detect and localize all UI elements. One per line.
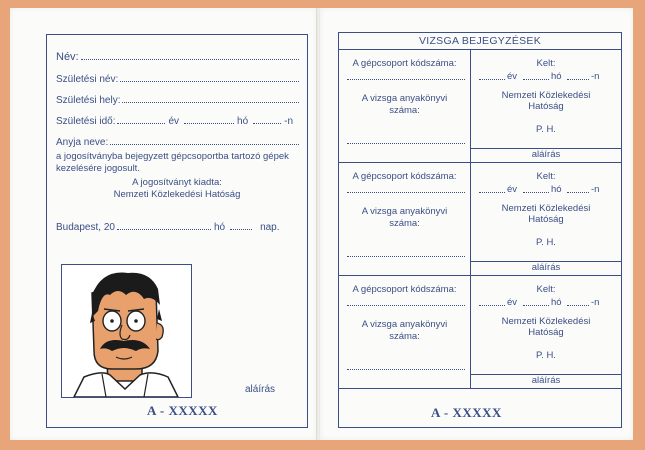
birth-day-field[interactable] <box>253 122 281 124</box>
name-label: Név: <box>56 51 79 63</box>
kelt-label: Kelt: <box>536 171 556 182</box>
kelt-label: Kelt: <box>536 284 556 295</box>
exam-entry-block <box>339 275 621 389</box>
authority-line1: Nemzeti Közlekedési <box>501 316 591 327</box>
place-date-row <box>56 217 299 233</box>
birth-name-label: Születési név: <box>56 74 119 85</box>
code-field[interactable] <box>347 79 465 80</box>
birth-name-field[interactable] <box>120 80 299 82</box>
kelt-day-field[interactable] <box>567 192 589 193</box>
mother-name-row <box>56 132 299 148</box>
stamp-label: P. H. <box>536 124 556 135</box>
kelt-day-suffix: -n <box>591 297 600 308</box>
registry-label-line2: száma: <box>389 331 420 342</box>
signature-label: aláírás <box>531 149 561 160</box>
birth-month-field[interactable] <box>184 122 234 124</box>
kelt-month-field[interactable] <box>523 305 549 306</box>
birth-place-field[interactable] <box>122 101 299 103</box>
kelt-month-field[interactable] <box>523 192 549 193</box>
name-field[interactable] <box>81 58 299 60</box>
birth-place-label: Születési hely: <box>56 95 121 106</box>
kelt-label: Kelt: <box>536 58 556 69</box>
registry-label-line2: száma: <box>389 218 420 229</box>
right-page <box>320 8 633 440</box>
code-label: A gépcsoport kódszáma: <box>352 171 457 182</box>
authority-line2: Hatóság <box>528 214 564 225</box>
kelt-month-label: hó <box>551 71 562 82</box>
left-serial-number: A - XXXXX <box>147 403 218 418</box>
issued-by-label: A jogosítványt kiadta: <box>132 177 222 188</box>
stamp-label: P. H. <box>536 237 556 248</box>
mother-name-field[interactable] <box>110 143 299 145</box>
day-label: nap. <box>260 222 280 233</box>
kelt-year-field[interactable] <box>479 305 505 306</box>
code-field[interactable] <box>347 192 465 193</box>
exam-entries-header: VIZSGA BEJEGYZÉSEK <box>339 33 621 50</box>
registry-field[interactable] <box>347 369 465 370</box>
birth-place-row <box>56 90 299 106</box>
issue-month-label: hó <box>213 222 226 233</box>
stamp-label: P. H. <box>536 350 556 361</box>
kelt-month-field[interactable] <box>523 79 549 80</box>
signature-label: aláírás <box>531 375 561 386</box>
kelt-month-label: hó <box>551 184 562 195</box>
year-label: év <box>168 116 180 127</box>
issue-date-field[interactable] <box>117 228 211 230</box>
issue-day-field[interactable] <box>230 228 252 230</box>
mother-name-label: Anyja neve: <box>56 137 109 148</box>
kelt-year-label: év <box>507 184 518 195</box>
exam-entry-block <box>339 49 621 163</box>
photo <box>61 264 192 398</box>
signature-label: aláírás <box>531 262 561 273</box>
registry-label-line2: száma: <box>389 105 420 116</box>
registry-field[interactable] <box>347 143 465 144</box>
code-label: A gépcsoport kódszáma: <box>352 284 457 295</box>
portrait-illustration <box>62 265 191 397</box>
code-label: A gépcsoport kódszáma: <box>352 58 457 69</box>
kelt-day-field[interactable] <box>567 305 589 306</box>
code-field[interactable] <box>347 305 465 306</box>
authority-line1: Nemzeti Közlekedési <box>501 90 591 101</box>
kelt-year-field[interactable] <box>479 79 505 80</box>
registry-label-line1: A vizsga anyakönyvi <box>361 93 448 104</box>
left-form-frame <box>46 34 308 428</box>
birth-name-row <box>56 69 299 85</box>
kelt-year-label: év <box>507 71 518 82</box>
left-page <box>10 8 317 440</box>
kelt-day-suffix: -n <box>591 184 600 195</box>
exam-entry-block <box>339 162 621 276</box>
birth-date-row <box>56 111 299 127</box>
registry-label-line1: A vizsga anyakönyvi <box>361 319 448 330</box>
entitlement-statement: a jogosítványba bejegyzett gépcsoportba tartozó gépek kezelésére jogosult. <box>56 151 289 174</box>
month-label: hó <box>237 116 249 127</box>
authority-line2: Hatóság <box>528 101 564 112</box>
place-date-prefix: Budapest, 20 <box>56 222 115 233</box>
kelt-year-label: év <box>507 297 518 308</box>
exam-entries-frame <box>338 32 622 428</box>
kelt-month-label: hó <box>551 297 562 308</box>
birth-year-field[interactable] <box>117 122 165 124</box>
authority-line1: Nemzeti Közlekedési <box>501 203 591 214</box>
kelt-day-field[interactable] <box>567 79 589 80</box>
name-row <box>56 47 299 63</box>
issuing-authority: Nemzeti Közlekedési Hatóság <box>113 189 241 200</box>
registry-field[interactable] <box>347 256 465 257</box>
registry-label-line1: A vizsga anyakönyvi <box>361 206 448 217</box>
right-serial-number: A - XXXXX <box>431 405 502 420</box>
kelt-day-suffix: -n <box>591 71 600 82</box>
day-suffix: -n <box>284 116 294 127</box>
kelt-year-field[interactable] <box>479 192 505 193</box>
holder-signature-label: aláírás <box>245 384 276 395</box>
birth-date-label: Születési idő: <box>56 116 116 127</box>
authority-line2: Hatóság <box>528 327 564 338</box>
